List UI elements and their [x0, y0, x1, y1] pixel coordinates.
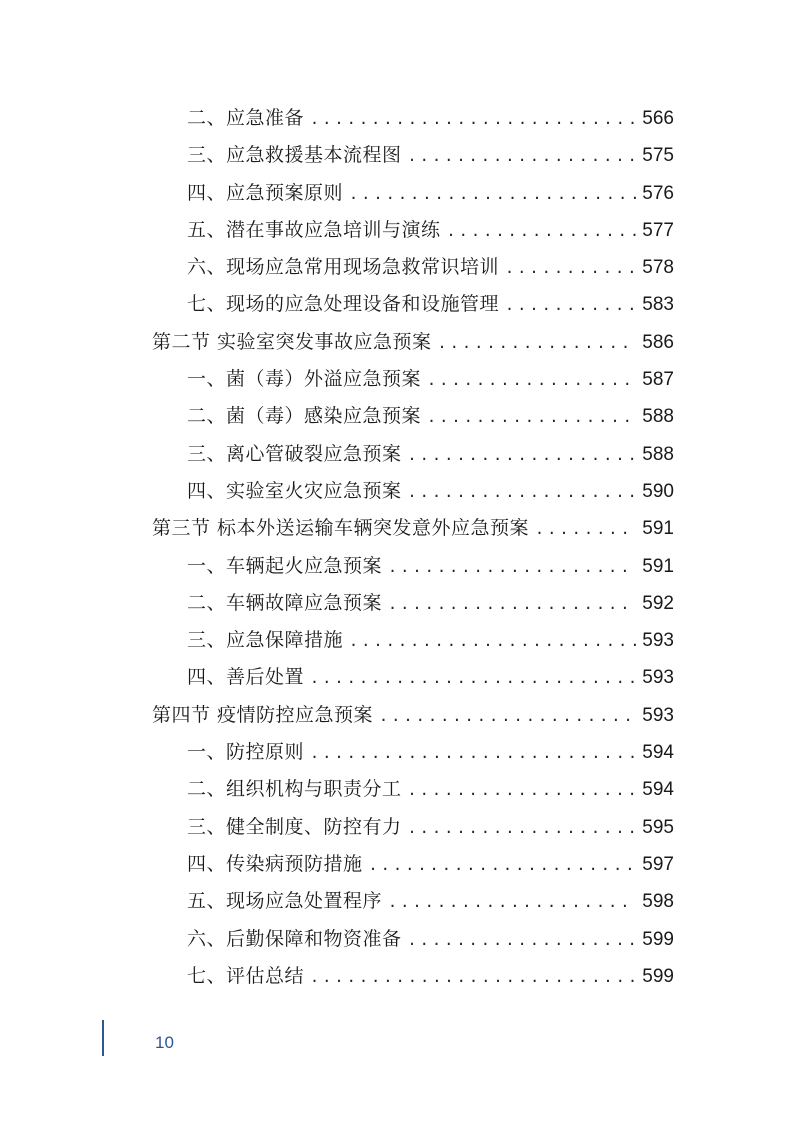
- toc-subsection-entry[interactable]: [152, 585, 674, 622]
- toc-subsection-entry[interactable]: [152, 212, 674, 249]
- toc-entry-page-number: 594: [642, 742, 674, 764]
- toc-subsection-entry[interactable]: [152, 100, 674, 137]
- toc-dot-leader: [388, 586, 636, 623]
- toc-dot-leader: [505, 287, 636, 324]
- toc-entry-title: 二、车辆故障应急预案: [187, 591, 383, 614]
- toc-entry-title: 第三节 标本外送运输车辆突发意外应急预案: [152, 517, 530, 540]
- footer-accent-bar: [102, 1020, 104, 1056]
- toc-dot-leader: [408, 772, 637, 809]
- toc-entry-page-number: 591: [642, 518, 674, 540]
- toc-dot-leader: [438, 325, 637, 362]
- toc-entry-title: 三、应急保障措施: [187, 629, 344, 652]
- toc-entry-page-number: 599: [642, 965, 674, 987]
- toc-dot-leader: [388, 884, 636, 921]
- toc-subsection-entry[interactable]: [152, 361, 674, 398]
- toc-dot-leader: [408, 138, 637, 175]
- toc-subsection-entry[interactable]: [152, 249, 674, 286]
- toc-dot-leader: [310, 735, 636, 772]
- toc-dot-leader: [408, 810, 637, 847]
- toc-dot-leader: [408, 437, 637, 474]
- toc-entry-page-number: 575: [642, 145, 674, 167]
- toc-subsection-entry[interactable]: [152, 809, 674, 846]
- toc-entry-page-number: 597: [642, 853, 674, 875]
- toc-entry-page-number: 593: [642, 704, 674, 726]
- toc-subsection-entry[interactable]: [152, 286, 674, 323]
- toc-subsection-entry[interactable]: [152, 659, 674, 696]
- toc-entry-page-number: 595: [642, 816, 674, 838]
- toc-entry-title: 六、现场应急常用现场急救常识培训: [187, 256, 500, 279]
- toc-subsection-entry[interactable]: [152, 436, 674, 473]
- toc-dot-leader: [447, 213, 637, 250]
- toc-dot-leader: [505, 250, 636, 287]
- toc-entry-page-number: 576: [642, 182, 674, 204]
- toc-dot-leader: [388, 549, 636, 586]
- toc-entry-title: 七、现场的应急处理设备和设施管理: [187, 293, 500, 316]
- toc-entry-page-number: 588: [642, 443, 674, 465]
- toc-entry-title: 第四节 疫情防控应急预案: [152, 703, 374, 726]
- toc-subsection-entry[interactable]: [152, 734, 674, 771]
- toc-subsection-entry[interactable]: [152, 622, 674, 659]
- toc-entry-page-number: 583: [642, 294, 674, 316]
- toc-entry-title: 二、应急准备: [187, 107, 305, 129]
- toc-subsection-entry[interactable]: [152, 846, 674, 883]
- toc-entry-page-number: 598: [642, 891, 674, 913]
- toc-entry-page-number: 592: [642, 592, 674, 614]
- toc-entry-title: 四、应急预案原则: [187, 181, 344, 204]
- toc-dot-leader: [535, 511, 636, 548]
- toc-entry-title: 三、应急救援基本流程图: [187, 144, 402, 167]
- toc-subsection-entry[interactable]: [152, 175, 674, 212]
- toc-subsection-entry[interactable]: [152, 398, 674, 435]
- toc-entry-page-number: 591: [642, 555, 674, 577]
- toc-entry-page-number: 594: [642, 779, 674, 801]
- toc-entry-page-number: 590: [642, 480, 674, 502]
- toc-dot-leader: [408, 474, 637, 511]
- toc-entry-title: 四、传染病预防措施: [187, 852, 363, 875]
- toc-dot-leader: [379, 698, 636, 735]
- toc-entry-page-number: 593: [642, 667, 674, 689]
- toc-entry-page-number: 586: [642, 331, 674, 353]
- toc-entry-title: 四、善后处置: [187, 666, 305, 689]
- toc-dot-leader: [349, 176, 636, 213]
- toc-entry-page-number: 578: [642, 257, 674, 279]
- toc-subsection-entry[interactable]: [152, 883, 674, 920]
- page-number: 10: [155, 1033, 174, 1052]
- toc-dot-leader: [427, 399, 636, 436]
- toc-dot-leader: [408, 922, 637, 959]
- toc-entry-title: 二、组织机构与职责分工: [187, 778, 402, 801]
- toc-entry-page-number: 593: [642, 630, 674, 652]
- toc-entry-title: 六、后勤保障和物资准备: [187, 927, 402, 950]
- toc-section-entry[interactable]: [152, 510, 674, 547]
- toc-dot-leader: [310, 101, 636, 138]
- toc-dot-leader: [427, 362, 636, 399]
- toc-entry-page-number: 599: [642, 928, 674, 950]
- toc-entry-title: 三、健全制度、防控有力: [187, 815, 402, 838]
- toc-entry-title: 五、现场应急处置程序: [187, 890, 383, 913]
- toc-entry-title: 一、防控原则: [187, 741, 305, 764]
- toc-entry-title: 一、车辆起火应急预案: [187, 554, 383, 577]
- toc-dot-leader: [349, 623, 636, 660]
- toc-entry-title: 第二节 实验室突发事故应急预案: [152, 330, 432, 353]
- toc-subsection-entry[interactable]: [152, 958, 674, 995]
- toc-entry-title: 四、实验室火灾应急预案: [187, 479, 402, 502]
- toc-entry-page-number: 566: [642, 108, 674, 129]
- toc-entry-title: 五、潜在事故应急培训与演练: [187, 218, 441, 241]
- toc-entry-title: 七、评估总结: [187, 964, 305, 987]
- toc-dot-leader: [310, 959, 636, 996]
- toc-entry-page-number: 587: [642, 369, 674, 391]
- toc-entry-page-number: 577: [642, 219, 674, 241]
- toc-section-entry[interactable]: [152, 697, 674, 734]
- toc-entry-title: 三、离心管破裂应急预案: [187, 442, 402, 465]
- toc-subsection-entry[interactable]: [152, 771, 674, 808]
- toc-dot-leader: [369, 847, 637, 884]
- toc-section-entry[interactable]: [152, 324, 674, 361]
- toc-entry-title: 一、菌（毒）外溢应急预案: [187, 368, 422, 391]
- toc-subsection-entry[interactable]: [152, 473, 674, 510]
- toc-subsection-entry[interactable]: [152, 137, 674, 174]
- toc-entry-title: 二、菌（毒）感染应急预案: [187, 405, 422, 428]
- toc-subsection-entry[interactable]: [152, 548, 674, 585]
- toc-subsection-entry[interactable]: [152, 921, 674, 958]
- toc-entry-page-number: 588: [642, 406, 674, 428]
- toc-dot-leader: [310, 660, 636, 697]
- table-of-contents: [152, 100, 674, 995]
